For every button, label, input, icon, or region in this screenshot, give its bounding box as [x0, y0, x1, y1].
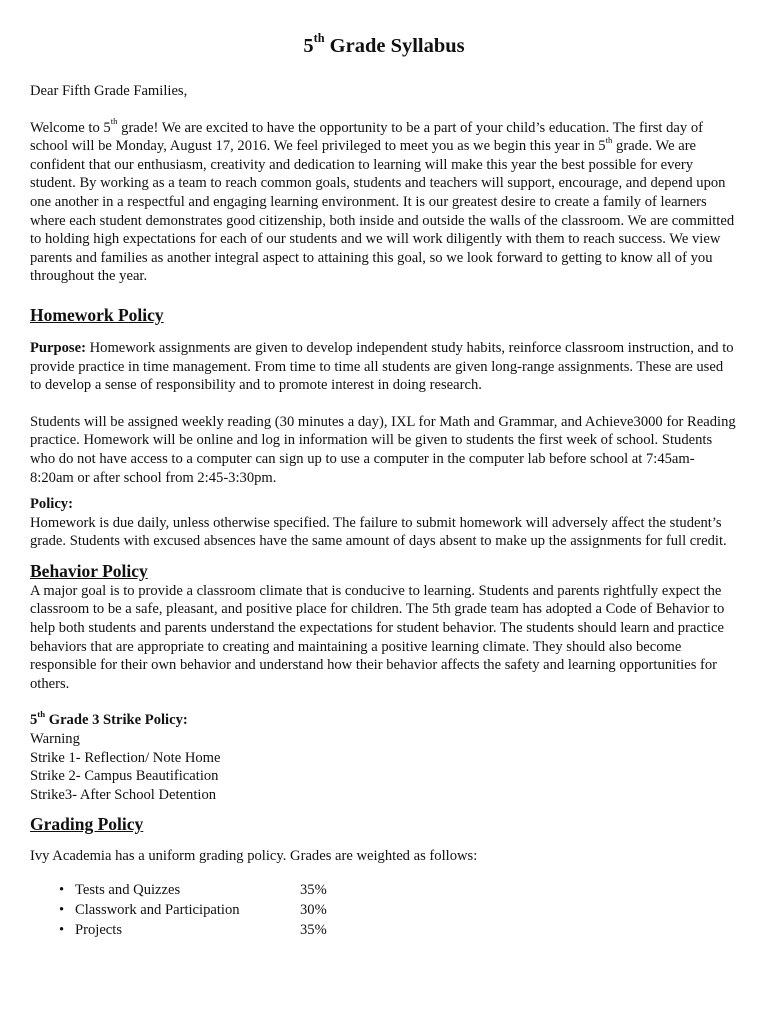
bullet-icon: •: [59, 902, 65, 918]
title-prefix: 5: [303, 35, 314, 57]
strike-item: Strike 1- Reflection/ Note Home: [30, 749, 221, 766]
homework-assignments-paragraph: Students will be assigned weekly reading (30 minutes a day), IXL for Math and Grammar, and Achieve3000 for Reading practice. Homework will be online and log in information will be given to students the first week of school. Students who do not have access to a computer can sign up to use a computer in the computer lab before school at 7:45am-8:20am or after school from 2:45-3:30pm.: [30, 413, 736, 486]
grading-policy-heading: Grading Policy: [30, 814, 144, 835]
grading-intro: Ivy Academia has a uniform grading policy. Grades are weighted as follows:: [30, 848, 478, 865]
homework-policy-paragraph: Homework is due daily, unless otherwise specified. The failure to submit homework will adversely affect the student’s grade. Students with excused absences have the same amount of days absent to make up the assignments for full credit.: [30, 514, 727, 550]
list-item: [30, 920, 738, 940]
grade-weight-value: 35%: [300, 922, 327, 938]
bullet-icon: •: [59, 922, 65, 938]
grade-category-label: Tests and Quizzes: [75, 882, 181, 898]
behavior-policy-heading: Behavior Policy: [30, 560, 148, 581]
grade-weight-value: 30%: [300, 902, 327, 918]
list-item: [30, 900, 738, 920]
title-rest: Grade Syllabus: [324, 35, 465, 57]
grade-category-label: Classwork and Participation: [75, 902, 240, 918]
grade-weight-list: [30, 880, 738, 940]
grade-category-label: Projects: [75, 922, 123, 938]
homework-policy-heading: Homework Policy: [30, 304, 164, 325]
bullet-icon: •: [59, 882, 65, 898]
salutation: Dear Fifth Grade Families,: [30, 83, 188, 99]
homework-purpose-paragraph: Purpose: Homework assignments are given to develop independent study habits, reinforce classroom instruction, and to provide practice in time management. From time to time all students are given long-range assignments. These are used to develop a sense of responsibility and to promote interest in doing research.: [30, 339, 734, 394]
strike-item: Strike3- After School Detention: [30, 786, 217, 803]
strike-item: Warning: [30, 731, 80, 748]
list-item: [30, 880, 738, 900]
page-title: [30, 0, 738, 58]
welcome-paragraph: Welcome to 5th grade! We are excited to have the opportunity to be a part of your child’s education. The first day of school will be Monday, August 17, 2016. We feel privileged to meet you as we begin this year in 5th grade. We are confident that our enthusiasm, creativity and dedication to learning will make this year the best possible for every student. By working as a team to reach common goals, students and teachers will support, encourage, and depend upon one another in a respectful and engaging learning environment. It is our greatest desire to create a family of learners where each student demonstrates good citizenship, both inside and outside the walls of the classroom. We are committed to holding high expectations for each of our students and we will work diligently with them to reach success. We view parents and families as another integral aspect to attaining this goal, so we look forward to getting to know all of you throughout the year.: [30, 116, 735, 285]
grade-weight-value: 35%: [300, 882, 327, 898]
policy-label: Policy:: [30, 496, 73, 513]
purpose-label: Purpose:: [30, 339, 86, 356]
strike-policy-heading: 5th Grade 3 Strike Policy:: [30, 709, 188, 729]
title-superscript: th: [313, 31, 325, 46]
behavior-paragraph: A major goal is to provide a classroom climate that is conducive to learning. Students and parents rightfully expect the classroom to be a safe, pleasant, and positive place for children. The 5th grade team has adopted a Code of Behavior to help both students and parents understand the expectations for student behavior. The students should learn and practice behaviors that are appropriate to creating and maintaining a positive learning climate. They should also become responsible for their own behavior and understand how their behavior affects the safety and learning opportunities for others.: [30, 582, 725, 692]
strike-list: [30, 730, 738, 804]
strike-item: Strike 2- Campus Beautification: [30, 768, 219, 785]
